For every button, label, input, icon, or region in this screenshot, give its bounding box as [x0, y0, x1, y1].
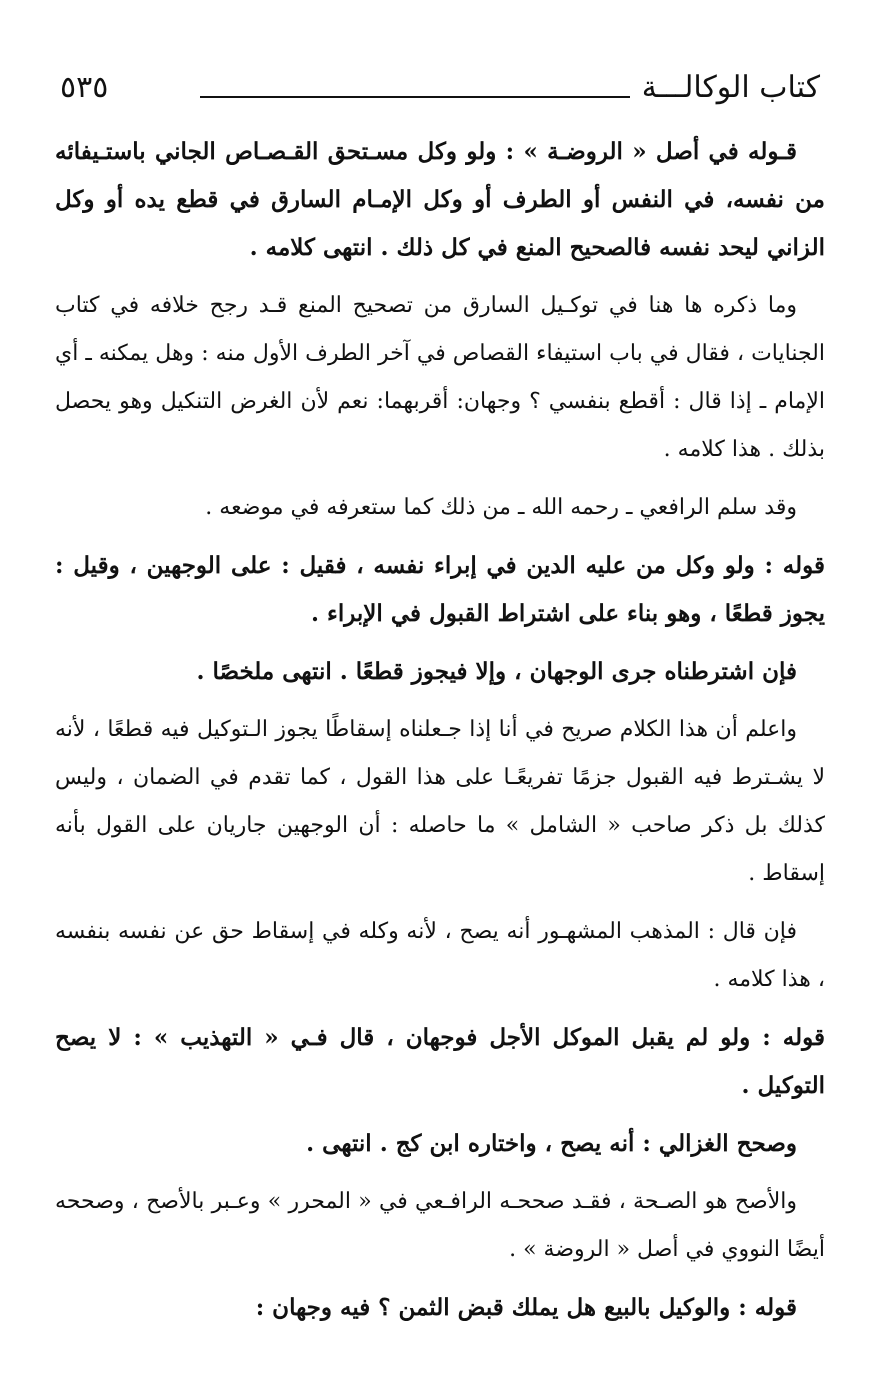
paragraph-4: قوله : ولو وكل من عليه الدين في إبراء نفسه ، فقيل : على الوجهين ، وقيل : يجوز قطعًا ، وهو بناء على اشتراط القبول في الإبراء . [55, 552, 825, 627]
paragraph-7: فإن قال : المذهب المشهـور أنه يصح ، لأنه وكله في إسقاط حق عن نفسه بنفسه ، هذا كلامه . [55, 919, 825, 992]
paragraph-10: والأصح هو الصـحة ، فقـد صححـه الرافـعي في « المحرر » وعـبر بالأصح ، وصححه أيضًا النووي في أصل « الروضة » . [55, 1189, 825, 1262]
running-header [60, 62, 820, 122]
paragraph-11: قوله : والوكيل بالبيع هل يملك قبض الثمن ؟ فيه وجهان : [255, 1294, 797, 1321]
page-number: ٥٣٥ [60, 70, 109, 105]
chapter-title: كتاب الوكالـــة [641, 70, 820, 105]
paragraph-2: وما ذكره ها هنا في توكـيل السارق من تصحيح المنع قـد رجح خلافه في كتاب الجنايات ، فقال في باب استيفاء القصاص في آخر الطرف الأول منه : وهل يمكنه ـ أي الإمام ـ إذا قال : أقطع بنفسي ؟ وجهان: أقربهما: نعم لأن الغرض التنكيل وهو يحصل بذلك . هذا كلامه . [55, 293, 825, 462]
paragraph-6: واعلم أن هذا الكلام صريح في أنا إذا جـعلناه إسقاطًا يجوز الـتوكيل فيه قطعًا ، لأنه لا يشـترط فيه القبول جزمًا تفريعًـا على هذا القول ، كما تقدم في الضمان ، وليس كذلك بل ذكر صاحب « الشامل » ما حاصله : أن الوجهين جاريان على القول بأنه إسقاط . [55, 717, 825, 886]
header-rule [200, 96, 630, 98]
paragraph-1: قـوله في أصل « الروضـة » : ولو وكل مسـتحق القـصـاص الجاني باستـيفائه من نفسه، في النفس أو الطرف أو وكل الإمـام السارق في قطع يده أو وكل الزاني ليحد نفسه فالصحيح المنع في كل ذلك . انتهى كلامه . [55, 138, 825, 261]
paragraph-9: وصحح الغزالي : أنه يصح ، واختاره ابن كج . انتهى . [306, 1130, 797, 1157]
page-body [55, 128, 825, 1342]
paragraph-8: قوله : ولو لم يقبل الموكل الأجل فوجهان ، قال فـي « التهذيب » : لا يصح التوكيل . [55, 1024, 825, 1099]
paragraph-3: وقد سلم الرافعي ـ رحمه الله ـ من ذلك كما ستعرفه في موضعه . [205, 495, 797, 520]
paragraph-5: فإن اشترطناه جرى الوجهان ، وإلا فيجوز قطعًا . انتهى ملخصًا . [196, 658, 797, 685]
